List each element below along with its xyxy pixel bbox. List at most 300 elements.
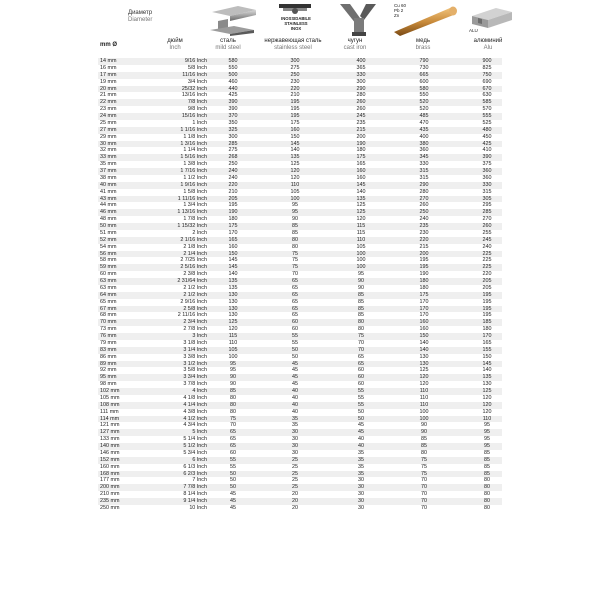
stainless-rpm-cell: 30 (292, 449, 298, 456)
stainless-rpm-cell: 145 (290, 140, 300, 147)
cast-iron-rpm-cell: 110 (356, 236, 366, 243)
diameter-inch-cell: 1 3/16 Inch (180, 140, 207, 147)
table-row (98, 477, 502, 484)
brass-rpm-cell: 290 (419, 181, 429, 188)
brass-rpm-cell: 140 (419, 346, 429, 353)
steel-rpm-cell: 350 (228, 119, 238, 126)
table-row (98, 264, 502, 271)
steel-rpm-cell: 115 (228, 333, 238, 339)
diameter-mm-cell: 98 mm (100, 381, 117, 388)
diameter-inch-cell: 3 1/8 Inch (183, 339, 207, 346)
table-row (98, 491, 502, 498)
diameter-mm-cell: 111 mm (100, 408, 119, 415)
stainless-rpm-cell: 40 (292, 408, 298, 415)
cast-iron-rpm-cell: 85 (358, 291, 364, 298)
stainless-rpm-cell: 45 (292, 360, 298, 367)
cast-iron-rpm-cell: 90 (358, 284, 364, 291)
cast-iron-rpm-cell: 215 (356, 126, 366, 133)
table-row (98, 285, 502, 292)
table-row (98, 141, 502, 148)
diameter-inch-cell: 1 1/2 Inch (183, 174, 207, 181)
alu-rpm-cell: 555 (482, 113, 492, 119)
diameter-inch-cell: 1 1/4 Inch (183, 147, 207, 154)
cast-iron-rpm-cell: 100 (356, 264, 366, 271)
diameter-mm-cell: 210 mm (100, 491, 120, 498)
diameter-inch-cell: 3 1/4 Inch (183, 346, 207, 353)
table-row (98, 436, 502, 443)
alu-rpm-cell: 170 (482, 333, 492, 339)
stainless-rpm-cell: 75 (292, 264, 298, 271)
alu-rpm-cell: 375 (482, 161, 492, 168)
table-row (98, 189, 502, 196)
diameter-mm-cell: 235 mm (100, 498, 120, 504)
stainless-rpm-cell: 75 (292, 250, 298, 257)
diameter-inch-cell: 15/16 Inch (181, 113, 207, 119)
alu-rpm-cell: 195 (482, 298, 492, 305)
diameter-mm-cell: 105 mm (100, 394, 120, 401)
diameter-mm-cell: 102 mm (100, 388, 120, 394)
cast-iron-rpm-cell: 280 (356, 92, 366, 99)
table-row (98, 92, 502, 99)
alu-rpm-cell: 195 (482, 312, 492, 319)
column-header-stainless: нержавеющая сталь stainless steel (264, 38, 322, 51)
alu-rpm-cell: 305 (482, 195, 492, 202)
stainless-rpm-cell: 30 (292, 429, 298, 436)
table-row (98, 237, 502, 244)
steel-rpm-cell: 130 (228, 312, 238, 319)
stainless-rpm-cell: 45 (292, 381, 298, 388)
alu-rpm-cell: 145 (482, 360, 492, 367)
stainless-rpm-cell: 65 (292, 298, 298, 305)
diameter-inch-cell: 2 1/16 Inch (180, 236, 207, 243)
brass-rpm-cell: 70 (421, 491, 427, 498)
steel-rpm-cell: 275 (228, 147, 238, 154)
cast-iron-rpm-cell: 95 (358, 271, 364, 278)
cast-iron-rpm-cell: 50 (358, 408, 364, 415)
steel-rpm-cell: 425 (228, 92, 238, 99)
steel-rpm-cell: 70 (230, 422, 236, 429)
diameter-mm-cell: 79 mm (100, 339, 117, 346)
diameter-inch-cell: 2 3/4 Inch (183, 319, 207, 326)
steel-rpm-cell: 500 (228, 71, 238, 78)
stainless-rpm-cell: 65 (292, 305, 298, 312)
stainless-rpm-cell: 125 (290, 161, 300, 168)
diameter-inch-cell: 7/8 Inch (187, 99, 207, 106)
column-header-cast-iron: чугун cast iron (343, 38, 367, 51)
cast-iron-rpm-cell: 125 (356, 209, 366, 216)
stainless-rpm-cell: 25 (292, 477, 298, 484)
diameter-mm-cell: 35 mm (100, 161, 117, 168)
stainless-rpm-cell: 20 (292, 491, 298, 498)
column-header-mm: mm Ø (100, 42, 118, 48)
stainless-rpm-cell: 30 (292, 443, 298, 449)
table-row (98, 361, 502, 368)
brass-rpm-cell: 180 (419, 284, 429, 291)
diameter-mm-cell: 50 mm (100, 223, 117, 229)
alu-rpm-cell: 150 (482, 353, 492, 360)
diameter-mm-cell: 133 mm (100, 436, 120, 443)
table-row (98, 299, 502, 306)
stainless-rpm-cell: 150 (290, 133, 300, 140)
diameter-inch-cell: 1 9/16 Inch (180, 181, 207, 188)
brass-rpm-cell: 130 (419, 353, 429, 360)
stainless-rpm-cell: 55 (292, 339, 298, 346)
stainless-rpm-cell: 300 (290, 58, 300, 64)
alu-rpm-cell: 95 (484, 429, 490, 436)
diameter-inch-cell: 3/4 Inch (187, 78, 207, 85)
diameter-mm-cell: 33 mm (100, 154, 117, 161)
steel-rpm-cell: 100 (228, 353, 238, 360)
brass-rpm-cell: 330 (419, 161, 429, 168)
stainless-rpm-cell: 60 (292, 326, 298, 333)
alu-rpm-cell: 450 (482, 133, 492, 140)
diameter-inch-cell: 3 5/8 Inch (183, 367, 207, 374)
alu-rpm-cell: 120 (482, 408, 492, 415)
diameter-label: Диаметр Diameter (128, 10, 153, 23)
cast-iron-rpm-cell: 260 (356, 106, 366, 113)
steel-rpm-cell: 45 (230, 504, 236, 511)
table-row (98, 127, 502, 134)
table-row (98, 65, 502, 72)
cast-iron-rpm-cell: 400 (356, 58, 366, 64)
steel-rpm-cell: 370 (228, 113, 238, 119)
diameter-mm-cell: 58 mm (100, 257, 117, 264)
stainless-rpm-cell: 25 (292, 456, 298, 463)
diameter-inch-cell: 4 3/4 Inch (183, 422, 207, 429)
cast-iron-rpm-cell: 115 (356, 223, 366, 229)
diameter-inch-cell: 5/8 Inch (187, 64, 207, 71)
diameter-inch-cell: 2 3/8 Inch (183, 271, 207, 278)
brass-rpm-cell: 70 (421, 484, 427, 491)
brass-rpm-cell: 75 (421, 456, 427, 463)
diameter-inch-cell: 5 3/4 Inch (183, 449, 207, 456)
steel-rpm-cell: 180 (228, 216, 238, 223)
cast-iron-rpm-cell: 175 (356, 154, 366, 161)
steel-rpm-cell: 300 (228, 133, 238, 140)
diameter-inch-cell: 9/8 Inch (187, 106, 207, 113)
column-header-inch: дюйм Inch (167, 38, 183, 51)
table-row (98, 388, 502, 395)
cast-iron-rpm-cell: 50 (358, 415, 364, 422)
diameter-mm-cell: 40 mm (100, 181, 117, 188)
diameter-mm-cell: 92 mm (100, 367, 117, 374)
alu-rpm-cell: 85 (484, 463, 490, 470)
diameter-inch-cell: 8 1/4 Inch (183, 491, 207, 498)
diameter-inch-cell: 2 9/16 Inch (180, 298, 207, 305)
diameter-inch-cell: 5 1/2 Inch (183, 443, 207, 449)
cast-iron-rpm-cell: 60 (358, 374, 364, 381)
diameter-mm-cell: 27 mm (100, 126, 117, 133)
table-row (98, 278, 502, 285)
stainless-rpm-cell: 25 (292, 470, 298, 477)
diameter-mm-cell: 68 mm (100, 312, 117, 319)
speed-table (98, 58, 502, 512)
stainless-rpm-cell: 40 (292, 401, 298, 408)
steel-rail-image (208, 2, 260, 36)
stainless-rpm-cell: 120 (290, 174, 300, 181)
steel-rpm-cell: 220 (228, 181, 238, 188)
diameter-inch-cell: 3 7/8 Inch (183, 381, 207, 388)
diameter-inch-cell: 1 5/16 Inch (180, 154, 207, 161)
brass-rpm-cell: 730 (419, 64, 429, 71)
cast-iron-rpm-cell: 60 (358, 381, 364, 388)
alu-rpm-cell: 255 (482, 229, 492, 236)
alu-rpm-cell: 670 (482, 85, 492, 92)
cast-iron-rpm-cell: 330 (356, 71, 366, 78)
table-row (98, 484, 502, 491)
brass-rpm-cell: 80 (421, 449, 427, 456)
alu-rpm-cell: 525 (482, 119, 492, 126)
stainless-rpm-cell: 175 (290, 119, 300, 126)
diameter-inch-cell: 4 1/2 Inch (183, 415, 207, 422)
diameter-inch-cell: 1 5/8 Inch (183, 188, 207, 195)
brass-rpm-cell: 270 (419, 195, 429, 202)
steel-rpm-cell: 65 (230, 429, 236, 436)
diameter-mm-cell: 54 mm (100, 243, 117, 250)
alu-rpm-cell: 125 (482, 388, 492, 394)
diameter-inch-cell: 1 7/8 Inch (183, 216, 207, 223)
steel-rpm-cell: 125 (228, 319, 238, 326)
cast-iron-rpm-cell: 200 (356, 133, 366, 140)
table-row (98, 147, 502, 154)
cast-iron-rpm-cell: 135 (356, 195, 366, 202)
steel-rpm-cell: 45 (230, 498, 236, 504)
diameter-mm-cell: 14 mm (100, 58, 117, 64)
diameter-inch-cell: 2 7/25 Inch (180, 257, 207, 264)
brass-rpm-cell: 400 (419, 133, 429, 140)
alu-rpm-cell: 120 (482, 401, 492, 408)
cast-iron-rpm-cell: 145 (356, 181, 366, 188)
diameter-inch-cell: 1 13/16 Inch (177, 209, 207, 216)
diameter-mm-cell: 48 mm (100, 216, 117, 223)
diameter-mm-cell: 23 mm (100, 106, 117, 113)
diameter-mm-cell: 64 mm (100, 291, 117, 298)
cast-iron-rpm-cell: 35 (358, 449, 364, 456)
alu-rpm-cell: 285 (482, 209, 492, 216)
cast-iron-rpm-cell: 35 (358, 463, 364, 470)
stainless-rpm-cell: 70 (292, 271, 298, 278)
steel-rpm-cell: 75 (230, 415, 236, 422)
brass-rpm-cell: 200 (419, 250, 429, 257)
cast-iron-rpm-cell: 235 (356, 119, 366, 126)
brass-rpm-cell: 250 (419, 209, 429, 216)
alu-rpm-cell: 260 (482, 223, 492, 229)
column-header-steel: сталь mild steel (215, 38, 241, 51)
brass-rpm-cell: 125 (419, 367, 429, 374)
brass-rpm-cell: 240 (419, 216, 429, 223)
diameter-inch-cell: 2 1/8 Inch (183, 243, 207, 250)
alu-rpm-cell: 120 (482, 394, 492, 401)
brass-rpm-cell: 180 (419, 278, 429, 284)
brass-rpm-cell: 90 (421, 429, 427, 436)
diameter-inch-cell: 3 Inch (192, 333, 207, 339)
diameter-mm-cell: 43 mm (100, 195, 117, 202)
column-header-alu: алюминий Alu (473, 38, 503, 51)
brass-rpm-cell: 120 (419, 374, 429, 381)
brass-rpm-cell: 550 (419, 92, 429, 99)
diameter-inch-cell: 1 7/16 Inch (180, 168, 207, 174)
table-row (98, 209, 502, 216)
diameter-inch-cell: 2 5/16 Inch (180, 264, 207, 271)
column-header-brass: медь brass (415, 38, 431, 51)
diameter-mm-cell: 121 mm (100, 422, 120, 429)
diameter-mm-cell: 21 mm (100, 92, 117, 99)
diameter-mm-cell: 114 mm (100, 415, 120, 422)
brass-rpm-cell: 280 (419, 188, 429, 195)
alu-rpm-cell: 225 (482, 257, 492, 264)
cast-iron-rpm-cell: 260 (356, 99, 366, 106)
alu-rpm-cell: 80 (484, 477, 490, 484)
diameter-inch-cell: 9 1/4 Inch (183, 498, 207, 504)
cast-iron-rpm-cell: 125 (356, 202, 366, 209)
steel-rpm-cell: 130 (228, 305, 238, 312)
cast-iron-rpm-cell: 70 (358, 339, 364, 346)
stainless-rpm-cell: 100 (290, 195, 300, 202)
alu-rpm-cell: 95 (484, 436, 490, 443)
cast-iron-rpm-cell: 65 (358, 360, 364, 367)
column-headers (0, 38, 600, 54)
stainless-rpm-cell: 45 (292, 374, 298, 381)
alu-rpm-cell: 195 (482, 291, 492, 298)
steel-rpm-cell: 550 (228, 64, 238, 71)
table-row (98, 161, 502, 168)
table-row (98, 319, 502, 326)
cast-iron-rpm-cell: 30 (358, 498, 364, 504)
table-row (98, 154, 502, 161)
steel-rpm-cell: 135 (228, 284, 238, 291)
table-row (98, 306, 502, 313)
diameter-inch-cell: 2 11/16 Inch (177, 312, 207, 319)
stainless-rpm-cell: 55 (292, 333, 298, 339)
table-row (98, 422, 502, 429)
diameter-mm-cell: 67 mm (100, 305, 117, 312)
stainless-rpm-cell: 35 (292, 415, 298, 422)
diameter-inch-cell: 3 3/4 Inch (183, 374, 207, 381)
alu-rpm-cell: 245 (482, 236, 492, 243)
cast-iron-rpm-cell: 140 (356, 188, 366, 195)
cast-iron-rpm-cell: 55 (358, 394, 364, 401)
alu-rpm-cell: 95 (484, 422, 490, 429)
stainless-rpm-cell: 50 (292, 346, 298, 353)
stainless-rpm-cell: 120 (290, 168, 300, 174)
diameter-inch-cell: 7 Inch (192, 477, 207, 484)
stainless-rpm-cell: 65 (292, 291, 298, 298)
alu-rpm-cell: 135 (482, 374, 492, 381)
cast-iron-rpm-cell: 100 (356, 257, 366, 264)
stainless-rpm-cell: 140 (290, 147, 300, 154)
brass-rpm-cell: 130 (419, 360, 429, 367)
alu-rpm-cell: 85 (484, 449, 490, 456)
brass-rpm-cell: 175 (419, 291, 429, 298)
cast-iron-rpm-cell: 115 (356, 229, 366, 236)
cast-iron-rpm-cell: 30 (358, 477, 364, 484)
stainless-rpm-cell: 135 (290, 154, 300, 161)
steel-rpm-cell: 580 (228, 58, 238, 64)
diameter-mm-cell: 177 mm (100, 477, 120, 484)
steel-rpm-cell: 190 (228, 209, 238, 216)
stainless-rpm-cell: 220 (290, 85, 300, 92)
diameter-mm-cell: 83 mm (100, 346, 117, 353)
steel-rpm-cell: 55 (230, 456, 236, 463)
diameter-mm-cell: 152 mm (100, 456, 120, 463)
brass-rpm-cell: 170 (419, 298, 429, 305)
brass-rpm-cell: 170 (419, 312, 429, 319)
alu-rpm-cell: 750 (482, 71, 492, 78)
cast-iron-rpm-cell: 35 (358, 470, 364, 477)
steel-rpm-cell: 165 (228, 236, 238, 243)
steel-rpm-cell: 45 (230, 491, 236, 498)
alu-rpm-cell: 95 (484, 443, 490, 449)
cast-iron-rpm-cell: 30 (358, 491, 364, 498)
stainless-rpm-cell: 20 (292, 498, 298, 504)
steel-rpm-cell: 170 (228, 229, 238, 236)
stainless-rpm-cell: 30 (292, 436, 298, 443)
cast-iron-rpm-cell: 100 (356, 250, 366, 257)
diameter-mm-cell: 41 mm (100, 188, 117, 195)
alu-rpm-cell: 80 (484, 504, 490, 511)
diameter-mm-cell: 51 mm (100, 229, 117, 236)
alu-rpm-cell: 205 (482, 284, 492, 291)
diameter-inch-cell: 9/16 Inch (184, 58, 207, 64)
steel-rpm-cell: 55 (230, 463, 236, 470)
diameter-mm-cell: 56 mm (100, 250, 117, 257)
alu-rpm-cell: 900 (482, 58, 492, 64)
steel-rpm-cell: 85 (230, 388, 236, 394)
steel-rpm-cell: 205 (228, 195, 238, 202)
brass-rpm-cell: 160 (419, 319, 429, 326)
steel-rpm-cell: 160 (228, 243, 238, 250)
steel-rpm-cell: 268 (228, 154, 238, 161)
diameter-inch-cell: 13/16 Inch (181, 92, 207, 99)
diameter-mm-cell: 19 mm (100, 78, 117, 85)
steel-rpm-cell: 210 (228, 188, 238, 195)
diameter-inch-cell: 1 Inch (192, 119, 207, 126)
diameter-mm-cell: 37 mm (100, 168, 117, 174)
alu-rpm-cell: 630 (482, 92, 492, 99)
stainless-rpm-cell: 75 (292, 257, 298, 264)
brass-rpm-cell: 85 (421, 436, 427, 443)
steel-rpm-cell: 80 (230, 401, 236, 408)
diameter-mm-cell: 200 mm (100, 484, 120, 491)
alu-rpm-cell: 425 (482, 140, 492, 147)
table-row (98, 429, 502, 436)
steel-rpm-cell: 120 (228, 326, 238, 333)
table-row (98, 409, 502, 416)
cast-iron-rpm-cell: 85 (358, 312, 364, 319)
brass-rpm-cell: 110 (419, 394, 429, 401)
table-row (98, 471, 502, 478)
stainless-rpm-cell: 210 (290, 92, 300, 99)
brass-rpm-cell: 665 (419, 71, 429, 78)
table-row (98, 326, 502, 333)
alu-rpm-cell: 110 (482, 415, 492, 422)
alu-rpm-cell: 480 (482, 126, 492, 133)
cast-iron-rpm-cell: 45 (358, 422, 364, 429)
brass-rpm-cell: 150 (419, 333, 429, 339)
cast-iron-rpm-cell: 160 (356, 168, 366, 174)
stainless-rpm-cell: 195 (290, 106, 300, 113)
alu-rpm-cell: 80 (484, 498, 490, 504)
brass-rpm-cell: 435 (419, 126, 429, 133)
cast-iron-rpm-cell: 55 (358, 388, 364, 394)
brass-rpm-cell: 70 (421, 477, 427, 484)
table-row (98, 58, 502, 65)
stainless-rpm-cell: 65 (292, 284, 298, 291)
cast-iron-fitting-image (336, 2, 380, 36)
steel-rpm-cell: 175 (228, 223, 238, 229)
table-row (98, 374, 502, 381)
steel-rpm-cell: 140 (228, 271, 238, 278)
